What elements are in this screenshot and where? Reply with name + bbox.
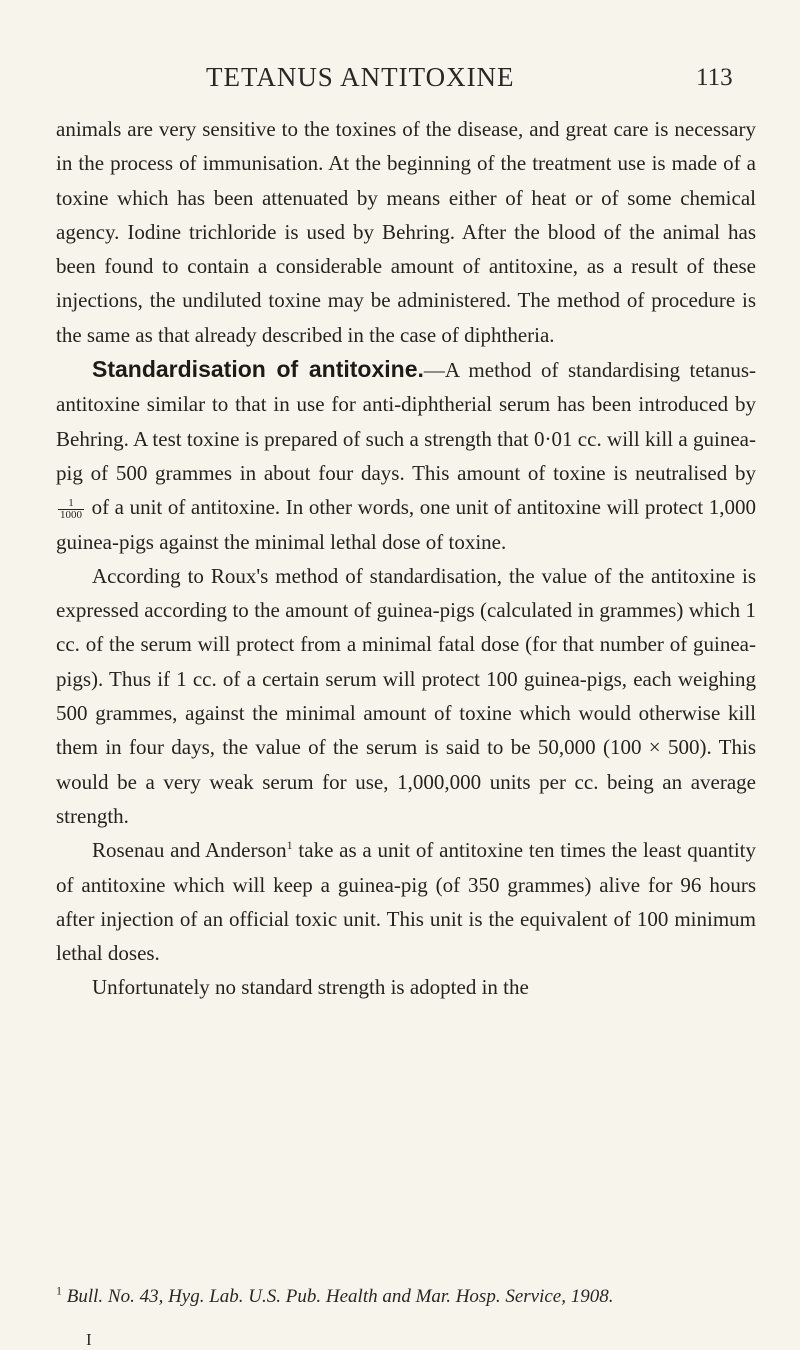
footnote-mark: 1 [56, 1283, 62, 1298]
footnote [56, 1282, 758, 1312]
footnote-reference: 1 [286, 838, 293, 853]
running-title: TETANUS ANTITOXINE [206, 62, 515, 92]
paragraph-2 [56, 352, 756, 559]
body-text [56, 112, 756, 1005]
paragraph-1: animals are very sensitive to the toxines of the disease, and great care is necessary in the process of immunisation. At the beginning of the treatment use is made of a toxine which has been attenuated by means either of heat or of some chemical agency. Iodine trichloride is used by Behring. After the blood of the animal has been found to contain a considerable amount of antitoxine, as a result of these injections, the undiluted toxine may be administered. The method of procedure is the same as that already described in the case of diphtheria. [56, 117, 756, 347]
fraction [58, 498, 84, 521]
paragraph-2-text-a: —A method of standardising tetanus-antitoxine similar to that in use for anti-diphtherial serum has been introduced by Behring. A test toxine is prepared of such a strength that 0·01 cc. will kill a guinea-pig of 500 grammes in about four days. This amount of toxine is neutralised by [56, 358, 756, 485]
paragraph-4-text-a: Rosenau and Anderson [92, 838, 287, 863]
signature-mark: I [86, 1330, 92, 1349]
paragraph-4-text-b: take as a unit of antitoxine ten times the least quantity of antitoxine which will keep a guinea-pig (of 350 grammes) alive for 96 hours after injection of an official toxic unit. This unit is the equivalent of 100 minimum lethal doses. [56, 838, 757, 966]
fraction-numerator: 1 [58, 498, 84, 510]
paragraph-2-text-b: of a unit of antitoxine. In other words, one unit of antitoxine will protect 1,000 guinea-pigs against the minimal lethal dose of toxine. [56, 495, 756, 554]
footnote-text: Bull. No. 43, Hyg. Lab. U.S. Pub. Health and Mar. Hosp. Service, 1908. [66, 1286, 614, 1307]
page-number: 113 [696, 64, 733, 91]
paragraph-5: Unfortunately no standard strength is adopted in the [92, 975, 529, 1000]
section-heading: Standardisation of antitoxine. [92, 356, 424, 383]
page-header [0, 62, 800, 98]
fraction-denominator: 1000 [60, 508, 82, 521]
paragraph-4 [56, 833, 756, 970]
paragraph-3: According to Roux's method of standardisation, the value of the antitoxine is expressed according to the amount of guinea-pigs (calculated in grammes) which 1 cc. of the serum will protect from a minimal fatal dose (for that number of guinea-pigs). Thus if 1 cc. of a certain serum will protect 100 guinea-pigs, each weighing 500 grammes, against the minimal amount of toxine which would otherwise kill them in four days, the value of the serum is said to be 50,000 (100 × 500). This would be a very weak serum for use, 1,000,000 units per cc. being an average strength. [56, 563, 756, 828]
